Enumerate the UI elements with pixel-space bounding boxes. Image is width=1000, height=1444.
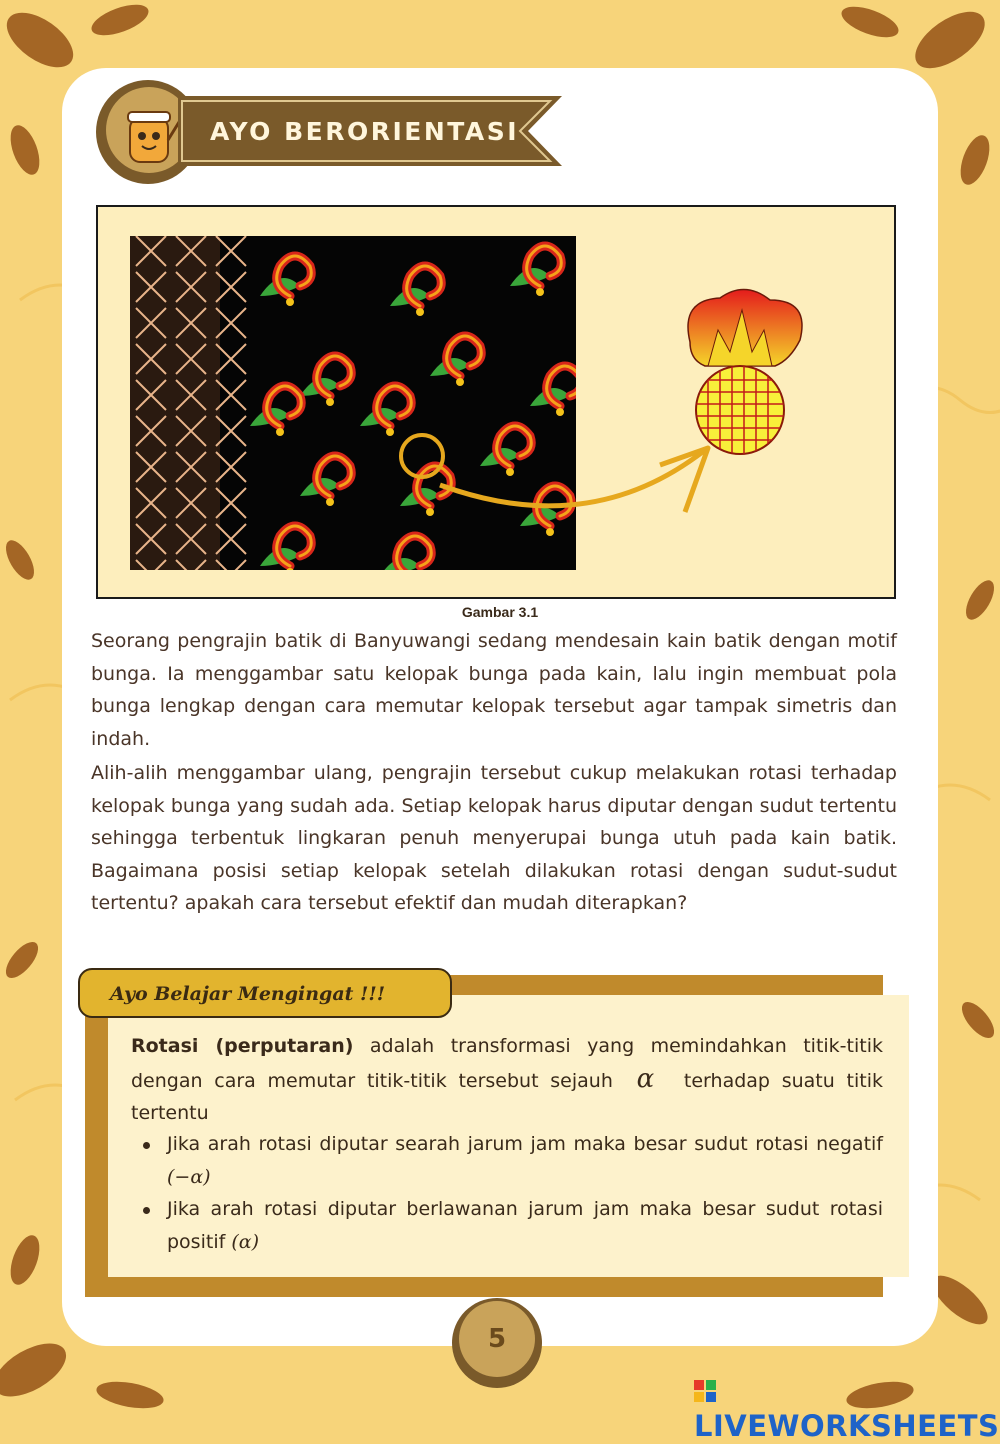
liveworksheets-watermark[interactable] [694, 1372, 1000, 1443]
rule-clockwise [131, 1128, 883, 1193]
rotation-term: Rotasi (perputaran) [131, 1035, 354, 1057]
rule-counterclockwise [131, 1193, 883, 1258]
rule-counterclockwise-math: (α) [231, 1230, 259, 1253]
intro-paragraph-2: Alih-alih menggambar ulang, pengrajin tersebut cukup melakukan rotasi terhadap kelopak bunga yang sudah ada. Setiap kelopak harus diputar dengan sudut tertentu sehingga terbentuk lingkaran penuh menyerupai bunga utuh pada kain batik. Bagaimana posisi setiap kelopak setelah dilakukan rotasi dengan sudut-sudut tertentu? apakah cara tersebut efektif dan mudah diterapkan? [91, 762, 897, 915]
intro-paragraph-1: Seorang pengrajin batik di Banyuwangi sedang mendesain kain batik dengan motif bunga. Ia menggambar satu kelopak bunga pada kain, lalu ingin membuat pola bunga lengkap dengan cara memutar kelopak tersebut agar tampak simetris dan indah. [91, 630, 897, 750]
highlight-circle-icon [401, 435, 443, 477]
learn-box-title: Ayo Belajar Mengingat !!! [110, 983, 386, 1005]
watermark-text: LIVEWORKSHEETS [694, 1409, 1000, 1443]
figure-caption: Gambar 3.1 [461, 604, 539, 620]
rotation-rules-list [131, 1128, 883, 1258]
section-title: AYO BERORIENTASI [210, 117, 520, 146]
rule-clockwise-text: Jika arah rotasi diputar searah jarum jam maka besar sudut rotasi negatif [167, 1133, 883, 1155]
rule-clockwise-math: (−α) [167, 1165, 211, 1188]
liveworksheets-logo-icon [694, 1380, 716, 1402]
definition-text-b: terhadap suatu titik tertentu [131, 1069, 883, 1125]
curved-arrow-icon [440, 450, 705, 506]
rule-counterclockwise-text: Jika arah rotasi diputar berlawanan jarum jam maka besar sudut rotasi positif [167, 1198, 883, 1253]
page-number: 5 [487, 1324, 507, 1354]
rotation-definition [131, 1030, 883, 1130]
zoom-overlay [390, 280, 830, 540]
batik-petal-icon [688, 289, 802, 454]
alpha-symbol: α [636, 1063, 655, 1094]
curved-arrow-head-icon [660, 448, 708, 512]
definition-text-a: adalah transformasi yang memindahkan titik-titik dengan cara memutar titik-titik tersebut sejauh [131, 1035, 883, 1092]
